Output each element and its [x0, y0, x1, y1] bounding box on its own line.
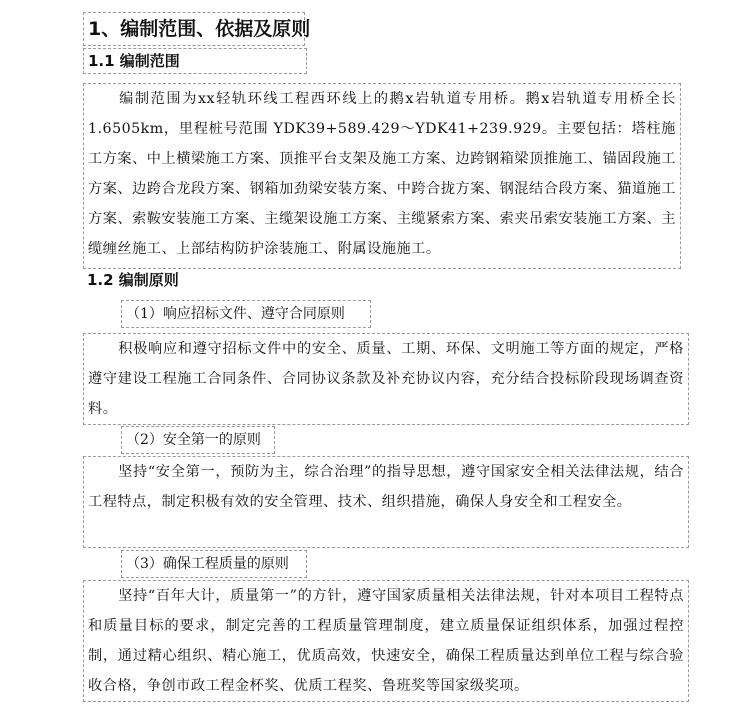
principle-paragraph-2	[83, 456, 689, 548]
principle-paragraph-1-text: 积极响应和遵守招标文件中的安全、质量、工期、环保、文明施工等方面的规定，严格遵守建设工程施工合同条件、合同协议条款及补充协议内容，充分结合投标阶段现场调查资料。	[88, 341, 684, 417]
subsection-heading-scope: 1.1 编制范围	[83, 48, 307, 74]
subsection-heading-principles: 1.2 编制原则	[87, 271, 179, 289]
principle-title-3: （3）确保工程质量的原则	[121, 550, 307, 578]
principle-title-1: （1）响应招标文件、遵守合同原则	[121, 300, 371, 328]
principle-paragraph-3-text: 坚持“百年大计，质量第一”的方针，遵守国家质量相关法律法规，针对本项目工程特点和质量目标的要求，制定完善的工程质量管理制度，建立质量保证组织体系，加强过程控制，通过精心组织、精心施工，优质高效，快速安全，确保工程质量达到单位工程与综合验收合格，争创市政工程金杯奖、优质工程奖、鲁班奖等国家级奖项。	[88, 588, 684, 694]
principle-paragraph-1	[83, 333, 689, 425]
principle-paragraph-3	[83, 580, 689, 702]
principle-paragraph-2-text: 坚持“安全第一，预防为主，综合治理”的指导思想，遵守国家安全相关法律法规，结合工程特点，制定积极有效的安全管理、技术、组织措施，确保人身安全和工程安全。	[88, 464, 684, 510]
principle-title-2: （2）安全第一的原则	[121, 426, 275, 454]
section-heading-main: 1、编制范围、依据及原则	[83, 12, 305, 46]
scope-paragraph	[83, 83, 681, 269]
scope-paragraph-text: 编制范围为xx轻轨环线工程西环线上的鹅x岩轨道专用桥。鹅x岩轨道专用桥全长1.6505km，里程桩号范围 YDK39+589.429～YDK41+239.929。主要包括：塔柱施工方案、中上横梁施工方案、顶推平台支架及施工方案、边跨钢箱梁顶推施工、锚固段施工方案、边跨合龙段方案、钢箱加劲梁安装方案、中跨合拢方案、钢混结合段方案、猫道施工方案、索鞍安装施工方案、主缆架设施工方案、主缆紧索方案、索夹吊索安装施工方案、主缆缠丝施工、上部结构防护涂装施工、附属设施施工。	[88, 91, 676, 257]
